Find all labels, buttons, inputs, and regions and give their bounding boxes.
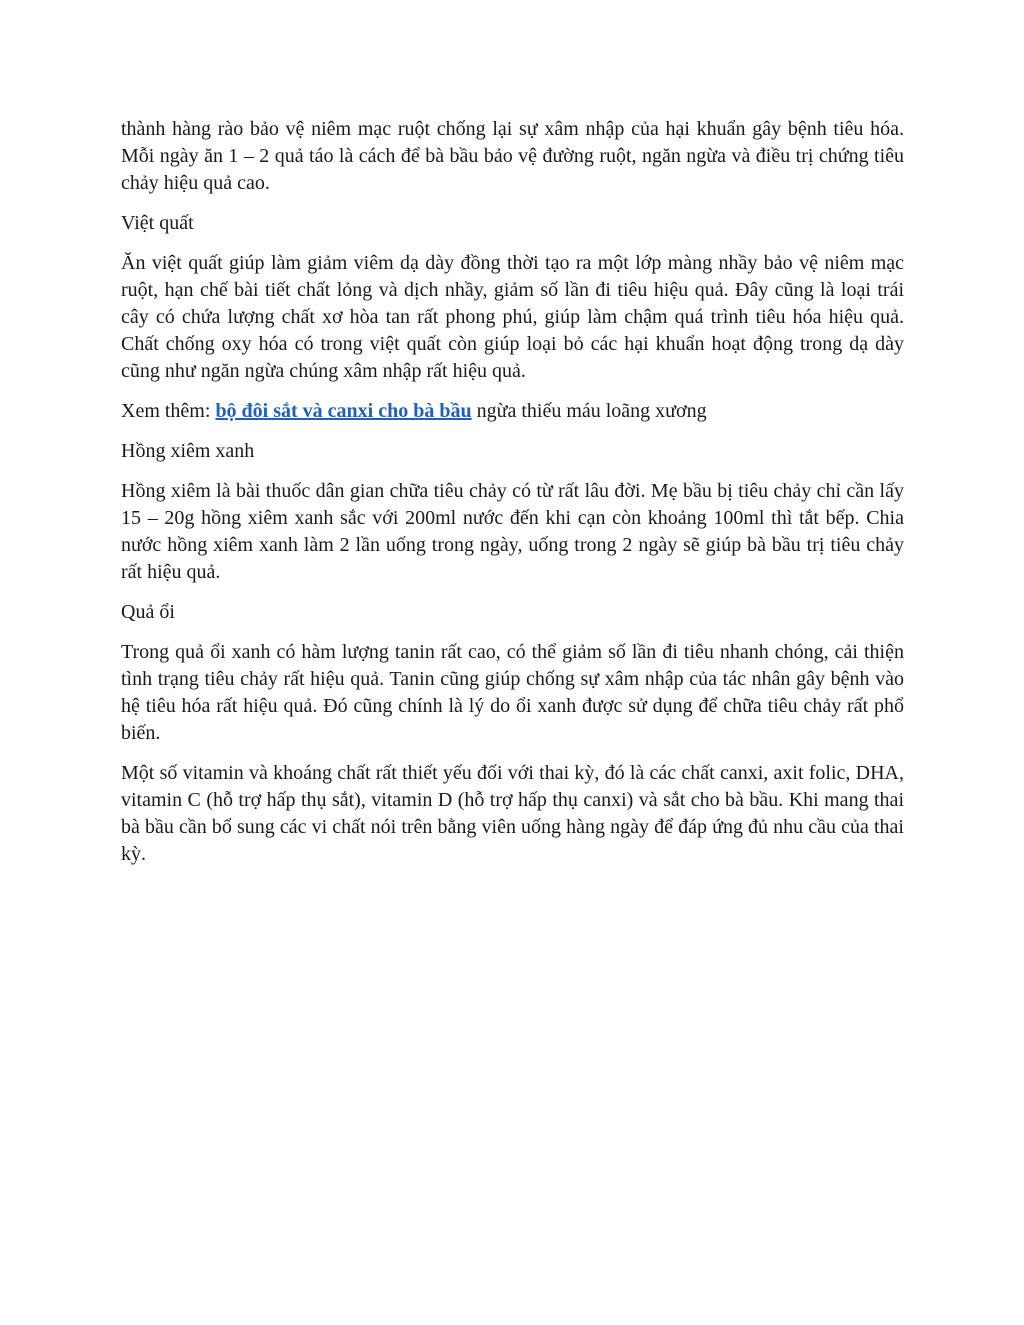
see-more-suffix: ngừa thiếu máu loãng xương bbox=[471, 400, 707, 422]
see-more-prefix: Xem thêm: bbox=[121, 400, 216, 422]
paragraph-vitamin: Một số vitamin và khoáng chất rất thiết yếu đối với thai kỳ, đó là các chất canxi, axit folic, DHA, vitamin C (hỗ trợ hấp thụ sắt), vitamin D (hỗ trợ hấp thụ canxi) và sắt cho bà bầu. Khi mang thai bà bầu cần bổ sung các vi chất nói trên bằng viên uống hàng ngày để đáp ứng đủ nhu cầu của thai kỳ. bbox=[121, 762, 904, 865]
paragraph-hong-xiem: Hồng xiêm là bài thuốc dân gian chữa tiêu chảy có từ rất lâu đời. Mẹ bầu bị tiêu chảy chỉ cần lấy 15 – 20g hồng xiêm xanh sắc với 200ml nước đến khi cạn còn khoảng 100ml thì tắt bếp. Chia nước hồng xiêm xanh làm 2 lần uống trong ngày, uống trong 2 ngày sẽ giúp bà bầu trị tiêu chảy rất hiệu quả. bbox=[121, 480, 904, 583]
see-more-line bbox=[121, 398, 904, 425]
iron-calcium-link[interactable]: bộ đôi sắt và canxi cho bà bầu bbox=[215, 400, 472, 422]
heading-hong-xiem: Hồng xiêm xanh bbox=[121, 440, 255, 462]
document-page bbox=[121, 116, 904, 881]
heading-viet-quat: Việt quất bbox=[121, 212, 194, 234]
paragraph-qua-oi: Trong quả ổi xanh có hàm lượng tanin rất cao, có thể giảm số lần đi tiêu nhanh chóng, cải thiện tình trạng tiêu chảy rất hiệu quả. Tanin cũng giúp chống sự xâm nhập của tác nhân gây bệnh vào hệ tiêu hóa rất hiệu quả. Đó cũng chính là lý do ổi xanh được sử dụng để chữa tiêu chảy rất phổ biến. bbox=[121, 641, 904, 744]
paragraph-intro: thành hàng rào bảo vệ niêm mạc ruột chống lại sự xâm nhập của hại khuẩn gây bệnh tiêu hóa. Mỗi ngày ăn 1 – 2 quả táo là cách để bà bầu bảo vệ đường ruột, ngăn ngừa và điều trị chứng tiêu chảy hiệu quả cao. bbox=[121, 118, 904, 194]
paragraph-viet-quat: Ăn việt quất giúp làm giảm viêm dạ dày đồng thời tạo ra một lớp màng nhầy bảo vệ niêm mạc ruột, hạn chế bài tiết chất lỏng và dịch nhầy, giảm số lần đi tiêu hiệu quả. Đây cũng là loại trái cây có chứa lượng chất xơ hòa tan rất phong phú, giúp làm chậm quá trình tiêu hóa hiệu quả. Chất chống oxy hóa có trong việt quất còn giúp loại bỏ các hại khuẩn hoạt động trong dạ dày cũng như ngăn ngừa chúng xâm nhập rất hiệu quả. bbox=[121, 252, 904, 382]
heading-qua-oi: Quả ổi bbox=[121, 601, 175, 623]
